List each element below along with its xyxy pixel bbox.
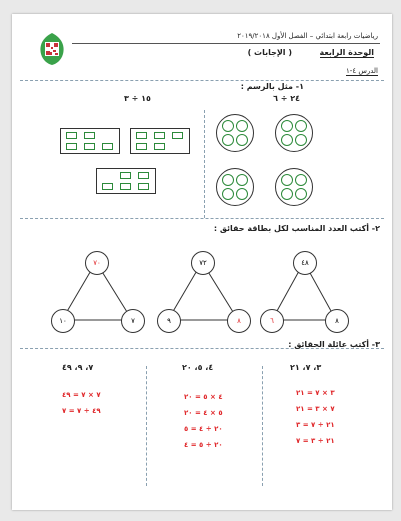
- triangle2-right: ٨: [227, 309, 251, 333]
- family3-numbers: ٧، ٩، ٤٩: [62, 363, 94, 372]
- worksheet-page: [12, 14, 392, 510]
- family2-fact: ٢٠ ÷ ٥ = ٤: [184, 441, 223, 449]
- family3-fact: ٤٩ ÷ ٧ = ٧: [62, 407, 101, 415]
- family3-fact: ٧ × ٧ = ٤٩: [62, 391, 101, 399]
- triangle2-left: ٩: [157, 309, 181, 333]
- triangle1-left: ٦: [260, 309, 284, 333]
- q3-column-divider: [262, 366, 263, 486]
- triangle3-right: ٧: [121, 309, 145, 333]
- family2-fact: ٤ × ٥ = ٢٠: [184, 393, 223, 401]
- family2-fact: ٢٠ ÷ ٤ = ٥: [184, 425, 223, 433]
- triangle2-top: ٧٢: [191, 251, 215, 275]
- family1-fact: ٣ × ٧ = ٢١: [296, 389, 335, 397]
- triangle1-top: ٤٨: [293, 251, 317, 275]
- family1-numbers: ٣، ٧، ٢١: [290, 363, 322, 372]
- q2-title: ٢- أكتب العدد المناسب لكل بطاقة حقائق :: [213, 224, 380, 233]
- subject-line: رياضيات رابعة ابتدائي – الفصل الأول ٢٠١٩/٢٠١٨: [237, 32, 378, 40]
- answers-label: ( الإجابات ): [247, 48, 292, 57]
- lesson-label: الدرس ٤-١: [346, 67, 378, 75]
- q1-expression-left: ١٥ ÷ ٣: [124, 94, 151, 103]
- q3-column-divider: [146, 366, 147, 486]
- triangle3-top: ٧٠: [85, 251, 109, 275]
- unit-title: الوحدة الرابعة: [319, 48, 374, 57]
- triangle1-right: ٨: [325, 309, 349, 333]
- family1-fact: ٧ × ٣ = ٢١: [296, 405, 335, 413]
- q1-expression-right: ٢٤ ÷ ٦: [273, 94, 300, 103]
- q1-title: ١- مثل بالرسم :: [240, 82, 304, 91]
- family1-fact: ٢١ ÷ ٧ = ٣: [296, 421, 335, 429]
- triangle3-left: ١٠: [51, 309, 75, 333]
- family2-fact: ٥ × ٤ = ٢٠: [184, 409, 223, 417]
- family2-numbers: ٤، ٥، ٢٠: [182, 363, 214, 372]
- family1-fact: ٢١ ÷ ٣ = ٧: [296, 437, 335, 445]
- q3-title: ٣- أكتب عائلة الحقائق :: [288, 340, 380, 349]
